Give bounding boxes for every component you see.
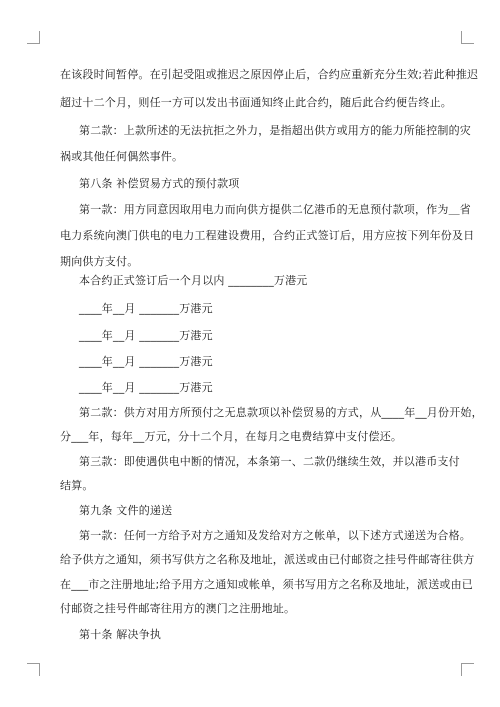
payment-line: ____年__月 _______万港元	[79, 302, 213, 315]
text-line: 第一款：用方同意因取用电力而向供方提供二亿港币的无息预付款项，作为＿省	[79, 203, 471, 216]
payment-line: 本合约正式签订后一个月以内 ________万港元	[79, 274, 308, 287]
text-line: 第三款：即使遇供电中断的情况，本条第一、二款仍继续生效，并以港币支付	[79, 455, 460, 468]
text-line: 第一款：任何一方给予对方之通知及发给对方之帐单，以下述方式递送为合格。	[79, 529, 471, 542]
article-heading: 第十条 解决争执	[79, 628, 162, 641]
corner-mark-bottom-right	[461, 663, 474, 676]
text-line: 第二款：供方对用方所预付之无息款项以补偿贸易的方式，从____年__月份开始，	[79, 406, 483, 419]
text-line: 电力系统向澳门供电的电力工程建设费用，合约正式签订后，用方应按下列年份及日	[60, 229, 475, 242]
corner-mark-top-left	[27, 31, 40, 44]
text-line: 祸或其他任何偶然事件。	[60, 150, 184, 163]
text-line: 在该段时间暂停。在引起受阻或推迟之原因停止后，合约应重新充分生效;若此种推迟	[60, 68, 479, 81]
corner-mark-bottom-left	[27, 663, 40, 676]
text-line: 第二款：上款所述的无法抗拒之外力，是指超出供方或用方的能力所能控制的灾	[79, 124, 471, 137]
article-heading: 第八条 补偿贸易方式的预付款项	[79, 177, 240, 190]
payment-line: ____年__月 _______万港元	[79, 381, 213, 394]
payment-line: ____年__月 _______万港元	[79, 329, 213, 342]
text-line: 超过十二个月，则任一方可以发出书面通知终止此合约，随后此合约便告终止。	[60, 96, 452, 109]
text-line: 付邮资之挂号件邮寄往用方的澳门之注册地址。	[60, 602, 296, 615]
corner-mark-top-right	[461, 31, 474, 44]
text-line: 期向供方支付。	[60, 255, 139, 268]
text-line: 分___年，每年__万元，分十二个月，在每月之电费结算中支付偿还。	[60, 430, 403, 443]
text-line: 结算。	[60, 479, 94, 492]
article-heading: 第九条 文件的递送	[79, 504, 173, 517]
payment-line: ____年__月 _______万港元	[79, 355, 213, 368]
text-line: 在___市之注册地址;给予用方之通知或帐单，须书写用方之名称及地址，派送或由已	[60, 578, 474, 591]
text-line: 给予供方之通知，须书写供方之名称及地址，派送或由已付邮资之挂号件邮寄往供方	[60, 553, 475, 566]
